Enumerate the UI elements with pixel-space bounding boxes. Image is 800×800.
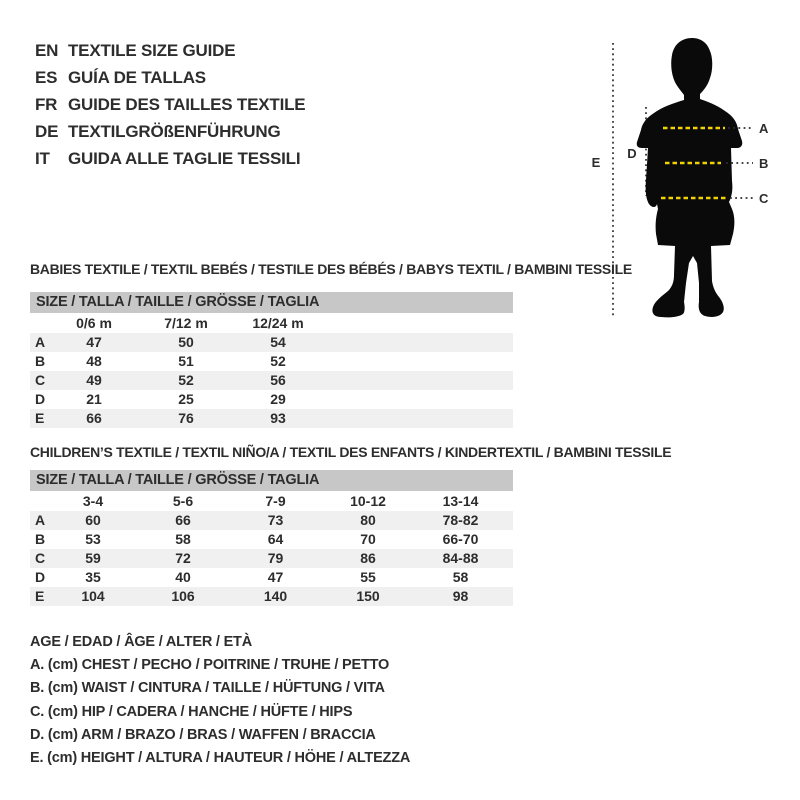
table-row <box>30 352 513 371</box>
table-row <box>30 390 513 409</box>
value-cell: 79 <box>267 550 284 566</box>
language-code: DE <box>35 122 59 141</box>
column-header-cell: 13-14 <box>442 493 479 509</box>
language-code: ES <box>35 68 58 87</box>
legend-line-hip: C. (cm) HIP / CADERA / HANCHE / HÜFTE / HIPS <box>30 703 353 720</box>
table-row <box>30 371 513 390</box>
language-code: FR <box>35 95 58 114</box>
table-row <box>30 333 513 352</box>
value-cell: 52 <box>178 372 194 388</box>
value-cell: 86 <box>360 550 376 566</box>
value-cell: 50 <box>178 334 194 350</box>
row-label-cell: B <box>35 531 46 547</box>
legend-line-waist: B. (cm) WAIST / CINTURA / TAILLE / HÜFTUNG / VITA <box>30 680 385 697</box>
value-cell: 58 <box>175 531 191 547</box>
column-header-cell: 7/12 m <box>164 315 208 331</box>
value-cell: 104 <box>81 588 105 604</box>
table-row <box>30 511 513 530</box>
value-cell: 66 <box>86 410 102 426</box>
value-cell: 21 <box>86 391 102 407</box>
language-row <box>35 118 305 145</box>
value-cell: 66-70 <box>442 531 479 547</box>
children-size-table <box>30 491 513 606</box>
corner-cell <box>30 313 48 333</box>
column-header-cell: 7-9 <box>265 493 286 509</box>
measurement-legend <box>30 631 410 770</box>
table-row <box>30 409 513 428</box>
children-column-header-row <box>30 491 513 511</box>
table-row <box>30 587 513 606</box>
value-cell: 29 <box>270 391 286 407</box>
row-label-cell: C <box>35 550 46 566</box>
children-size-header-bar: SIZE / TALLA / TAILLE / GRÖSSE / TAGLIA <box>30 470 513 491</box>
language-code: IT <box>35 149 50 168</box>
column-header-cell: 0/6 m <box>76 315 112 331</box>
babies-size-header-bar: SIZE / TALLA / TAILLE / GRÖSSE / TAGLIA <box>30 292 513 313</box>
value-cell: 93 <box>270 410 286 426</box>
value-cell: 35 <box>85 569 101 585</box>
value-cell: 150 <box>356 588 380 604</box>
language-title: GUÍA DE TALLAS <box>68 68 206 87</box>
corner-cell <box>30 491 48 511</box>
language-header <box>35 37 305 172</box>
legend-line-height: E. (cm) HEIGHT / ALTURA / HAUTEUR / HÖHE / ALTEZZA <box>30 750 411 767</box>
row-label-cell: B <box>35 353 46 369</box>
value-cell: 47 <box>267 569 284 585</box>
value-cell: 40 <box>175 569 191 585</box>
value-cell: 52 <box>270 353 286 369</box>
column-header-cell: 10-12 <box>350 493 386 509</box>
babies-size-table <box>30 313 513 428</box>
value-cell: 66 <box>175 512 191 528</box>
value-cell: 51 <box>178 353 194 369</box>
value-cell: 49 <box>86 372 102 388</box>
column-header-cell: 12/24 m <box>252 315 304 331</box>
measure-label-c: C <box>759 191 769 206</box>
value-cell: 54 <box>270 334 286 350</box>
language-row <box>35 91 305 118</box>
legend-line-arm: D. (cm) ARM / BRAZO / BRAS / WAFFEN / BRACCIA <box>30 726 376 743</box>
row-label-cell: A <box>35 334 46 350</box>
value-cell: 72 <box>175 550 191 566</box>
value-cell: 84-88 <box>442 550 479 566</box>
row-label-cell: C <box>35 372 46 388</box>
row-label-cell: E <box>35 588 45 604</box>
legend-line-chest: A. (cm) CHEST / PECHO / POITRINE / TRUHE / PETTO <box>30 657 390 674</box>
column-header-cell: 3-4 <box>82 493 104 509</box>
language-row <box>35 145 305 172</box>
value-cell: 47 <box>86 334 102 350</box>
value-cell: 140 <box>263 588 288 604</box>
table-row <box>30 568 513 587</box>
language-title: TEXTILGRÖßENFÜHRUNG <box>68 122 281 141</box>
value-cell: 48 <box>86 353 102 369</box>
measure-label-e: E <box>591 155 601 170</box>
language-row <box>35 37 305 64</box>
row-label-cell: A <box>35 512 46 528</box>
value-cell: 80 <box>360 512 376 528</box>
value-cell: 78-82 <box>442 512 479 528</box>
measure-label-a: A <box>759 121 769 136</box>
size-measure-figure <box>585 25 800 325</box>
language-code: EN <box>35 41 59 60</box>
value-cell: 56 <box>270 372 286 388</box>
value-cell: 58 <box>452 569 469 585</box>
value-cell: 60 <box>85 512 101 528</box>
child-silhouette <box>637 38 743 317</box>
language-row <box>35 64 305 91</box>
row-label-cell: D <box>35 569 46 585</box>
value-cell: 106 <box>171 588 195 604</box>
babies-column-header-row <box>30 313 513 333</box>
value-cell: 25 <box>178 391 194 407</box>
language-title: GUIDA ALLE TAGLIE TESSILI <box>68 149 301 168</box>
value-cell: 73 <box>267 512 284 528</box>
row-label-cell: E <box>35 410 45 426</box>
row-label-cell: D <box>35 391 46 407</box>
legend-line-age: AGE / EDAD / ÂGE / ALTER / ETÀ <box>30 634 252 650</box>
value-cell: 64 <box>267 531 284 547</box>
value-cell: 98 <box>452 588 469 604</box>
babies-section-title: BABIES TEXTILE / TEXTIL BEBÉS / TESTILE DES BÉBÉS / BABYS TEXTIL / BAMBINI TESSILE <box>30 261 632 277</box>
value-cell: 55 <box>360 569 376 585</box>
table-row <box>30 549 513 568</box>
value-cell: 59 <box>85 550 101 566</box>
language-title: GUIDE DES TAILLES TEXTILE <box>68 95 306 114</box>
value-cell: 70 <box>360 531 376 547</box>
measure-label-b: B <box>759 156 769 171</box>
value-cell: 76 <box>178 410 194 426</box>
children-section-title: CHILDREN’S TEXTILE / TEXTIL NIÑO/A / TEXTIL DES ENFANTS / KINDERTEXTIL / BAMBINI TESSILE <box>30 444 672 460</box>
table-row <box>30 530 513 549</box>
value-cell: 53 <box>85 531 101 547</box>
column-header-cell: 5-6 <box>172 493 194 509</box>
language-title: TEXTILE SIZE GUIDE <box>68 41 236 60</box>
measure-label-d: D <box>627 146 637 161</box>
